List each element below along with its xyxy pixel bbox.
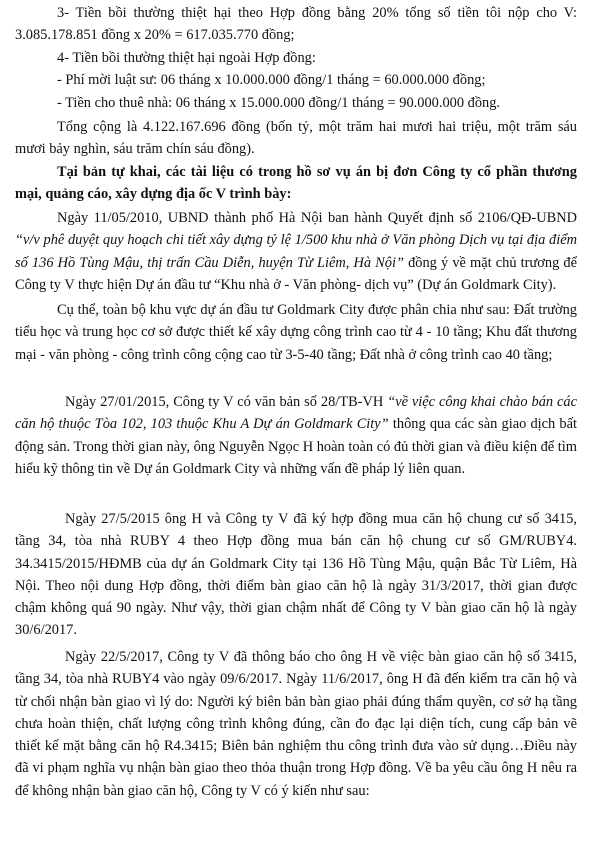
- paragraph-contract-2015: Ngày 27/5/2015 ông H và Công ty V đã ký hợp đồng mua căn hộ chung cư số 3415, tầng 34, tòa nhà RUBY 4 theo Hợp đồng mua bán căn hộ chung cư số GM/RUBY4. 34.3415/2015/HĐMB của dự án Goldmark City tại 136 Hồ Tùng Mậu, quận Bắc Từ Liêm, Hà Nội. Theo nội dung Hợp đồng, thời điểm bàn giao căn hộ là ngày 31/3/2017, thời gian được chậm không quá 90 ngày. Như vậy, thời gian chậm nhất để Công ty V bàn giao căn hộ là ngày 30/6/2017.: [15, 511, 577, 639]
- paragraph-project-division: Cụ thể, toàn bộ khu vực dự án đầu tư Goldmark City được phân chia như sau: Đất trường tiểu học và trung học cơ sở được thiết kế xây dựng công trình cao từ 4 - 10 tầng; Khu đất thương mại - văn phòng - công trình công cộng cao từ 3-5-40 tầng; Đất nhà ở công trình cao 40 tầng;: [15, 302, 577, 363]
- paragraph-handover-2017: Ngày 22/5/2017, Công ty V đã thông báo cho ông H về việc bàn giao căn hộ số 3415, tầng 34, tòa nhà RUBY4 vào ngày 09/6/2017. Ngày 11/6/2017, ông H đã đến kiểm tra căn hộ và từ chối nhận bàn giao vì lý do: Người ký biên bản bàn giao phải đúng thẩm quyền, cơ sở hạ tầng chưa hoàn thiện, chất lượng công trình không đúng, cần đo đạc lại diện tích, cung cấp bản vẽ thiết kế mặt bằng căn hộ R4.3415; Biên bản nghiệm thu công trình đưa vào sử dụng…Điều này đã vi phạm nghĩa vụ nhận bàn giao theo thỏa thuận trong Hợp đồng. Về ba yêu cầu ông H nêu ra để không nhận bàn giao căn hộ, Công ty V có ý kiến như sau:: [15, 649, 577, 799]
- paragraph-compensation-outside-contract: 4- Tiền bồi thường thiệt hại ngoài Hợp đồng:: [57, 50, 316, 66]
- paragraph-notice-2015-tail: thông qua các sàn giao dịch bất động sản. Trong thời gian này, ông Nguyễn Ngọc H hoàn toàn có đủ thời gian và điều kiện để tìm hiểu kỹ thông tin về Dự án Goldmark City và những vấn đề pháp lý liên quan.: [15, 416, 577, 477]
- paragraph-lawyer-fee: - Phí mời luật sư: 06 tháng x 10.000.000 đồng/1 tháng = 60.000.000 đồng;: [57, 72, 486, 88]
- paragraph-total: Tổng cộng là 4.122.167.696 đồng (bốn tỷ, một trăm hai mươi hai triệu, một trăm sáu mươi bảy nghìn, sáu trăm chín sáu đồng).: [15, 119, 577, 158]
- paragraph-notice-2015: [15, 391, 577, 480]
- paragraph-decision-2010-tail: đồng ý về mặt chủ trương để Công ty V thực hiện Dự án đầu tư “Khu nhà ở - Văn phòng- dịch vụ” (Dự án Goldmark City).: [15, 254, 577, 293]
- paragraph-decision-2010-text: Ngày 11/05/2010, UBND thành phố Hà Nội ban hành Quyết định số 2106/QĐ-UBND: [57, 210, 577, 226]
- paragraph-decision-2010: [15, 207, 577, 296]
- section-heading: Tại bản tự khai, các tài liệu có trong hồ sơ vụ án bị đơn Công ty cổ phần thương mại, quảng cáo, xây dựng địa ốc V trình bày:: [15, 164, 577, 203]
- paragraph-rent-fee: - Tiền cho thuê nhà: 06 tháng x 15.000.000 đồng/1 tháng = 90.000.000 đồng.: [57, 95, 501, 111]
- paragraph-notice-2015-quote: “về việc công khai chào bán các căn hộ thuộc Tòa 102, 103 thuộc Khu A Dự án Goldmark City”: [15, 394, 577, 433]
- paragraph-notice-2015-text: Ngày 27/01/2015, Công ty V có văn bản số 28/TB-VH: [65, 394, 388, 410]
- paragraph-compensation-contract: 3- Tiền bồi thường thiệt hại theo Hợp đồng bằng 20% tổng số tiền tôi nộp cho V: 3.085.178.851 đồng x 20% = 617.035.770 đồng;: [15, 5, 577, 44]
- paragraph-decision-2010-quote: “v/v phê duyệt quy hoạch chi tiết xây dựng tỷ lệ 1/500 khu nhà ở Văn phòng Dịch vụ tại địa điểm số 136 Hồ Tùng Mậu, thị trấn Cầu Diễn, huyện Từ Liêm, Hà Nội”: [15, 232, 577, 271]
